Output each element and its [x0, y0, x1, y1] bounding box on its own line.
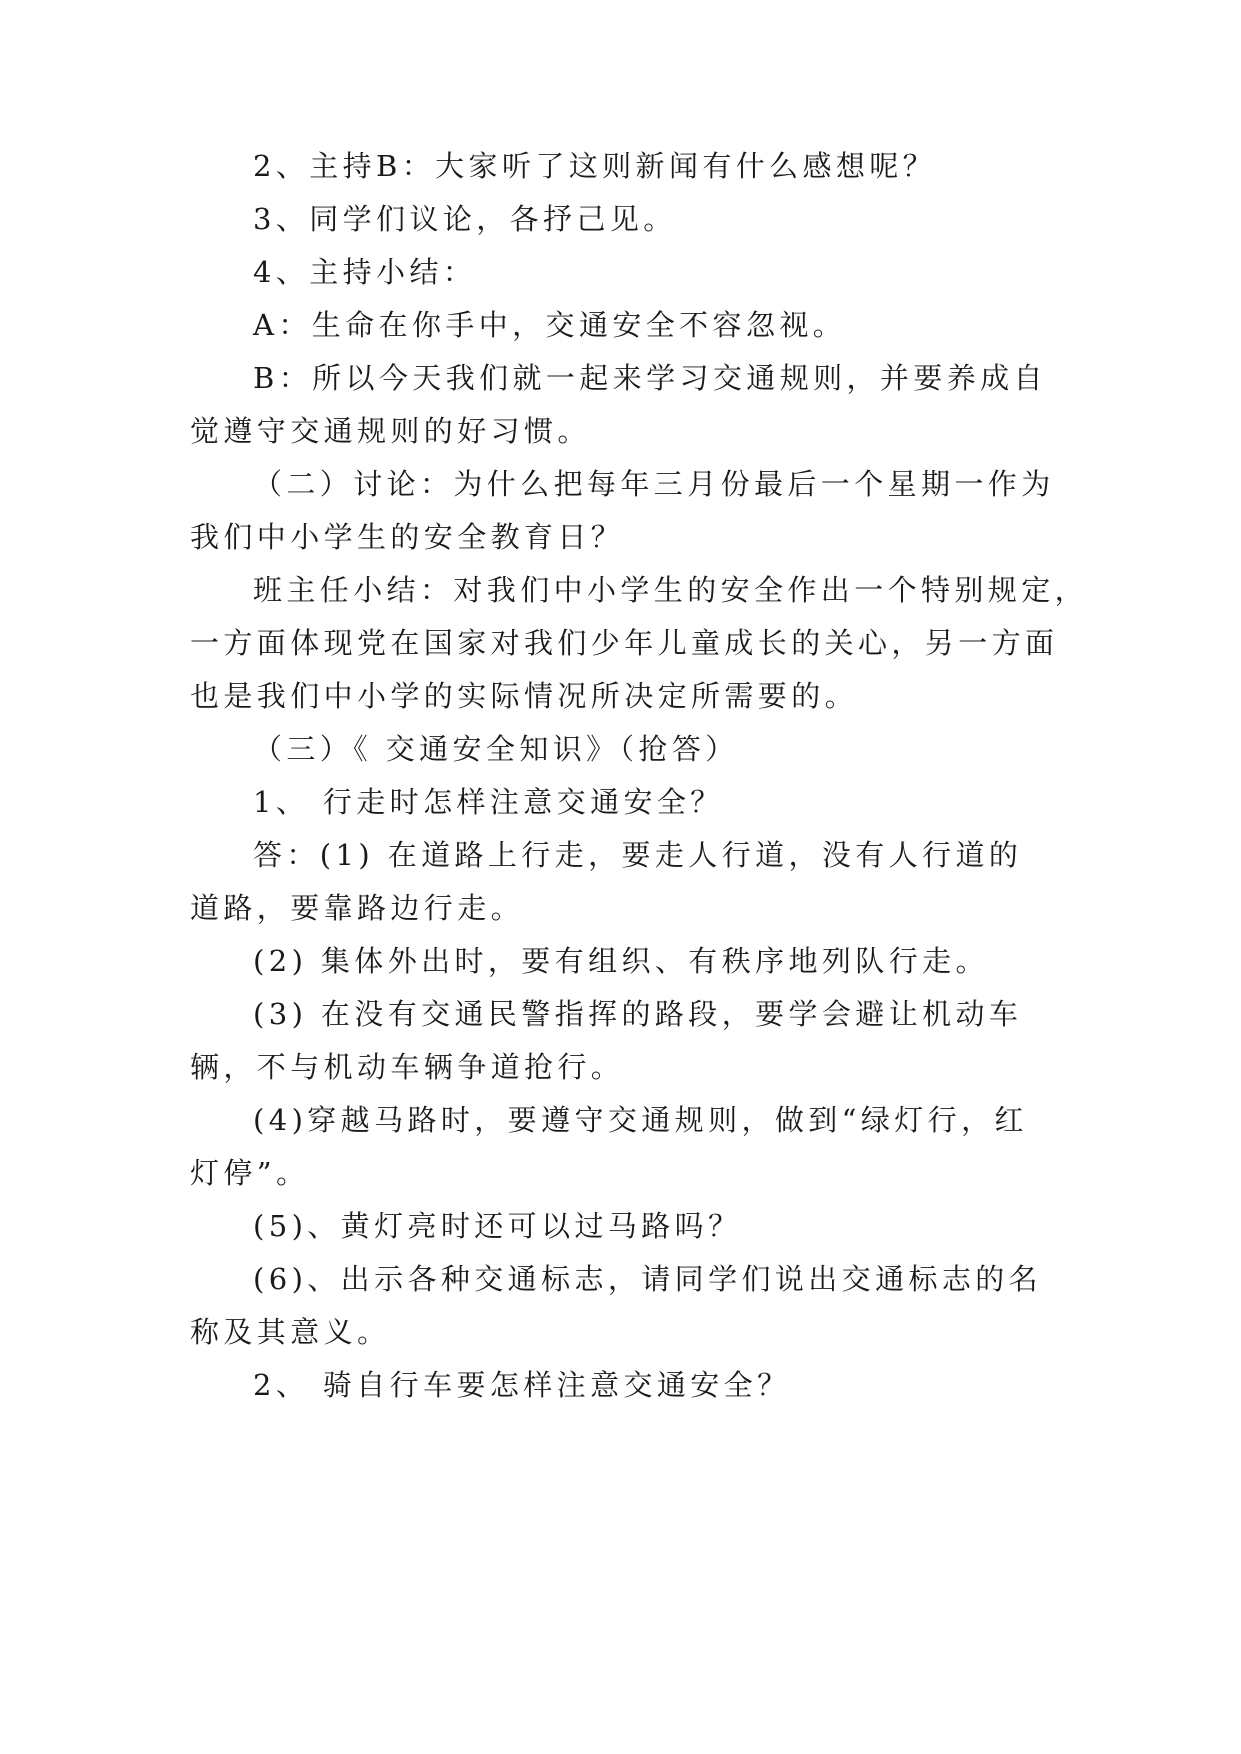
- text-line: 道路，要靠路边行走。: [190, 891, 525, 925]
- text-line: 4、主持小结：: [253, 255, 477, 289]
- text-line: (5)、黄灯亮时还可以过马路吗？: [253, 1209, 742, 1243]
- text-line: 2、 骑自行车要怎样注意交通安全？: [253, 1368, 791, 1402]
- text-line: B：所以今天我们就一起来学习交通规则，并要养成自: [253, 361, 1047, 395]
- text-line: 班主任小结：对我们中小学生的安全作出一个特别规定，: [253, 573, 1089, 607]
- text-line: (3) 在没有交通民警指挥的路段，要学会避让机动车: [253, 997, 1023, 1031]
- text-line: 辆，不与机动车辆争道抢行。: [190, 1050, 625, 1084]
- text-line: 我们中小学生的安全教育日？: [190, 520, 625, 554]
- text-line: 2、主持B：大家听了这则新闻有什么感想呢？: [253, 149, 937, 183]
- text-line: 灯停”。: [190, 1156, 310, 1190]
- text-line: 也是我们中小学的实际情况所决定所需要的。: [190, 679, 859, 713]
- text-line: 称及其意义。: [190, 1315, 391, 1349]
- text-line: (4)穿越马路时，要遵守交通规则，做到“绿灯行，红: [253, 1103, 1028, 1137]
- text-line: 3、同学们议论，各抒己见。: [253, 202, 677, 236]
- text-line: A：生命在你手中，交通安全不容忽视。: [253, 308, 847, 342]
- text-line: (6)、出示各种交通标志，请同学们说出交通标志的名: [253, 1262, 1043, 1296]
- text-line: （三）《 交通安全知识》（抢答）: [253, 732, 739, 766]
- text-line: (2) 集体外出时，要有组织、有秩序地列队行走。: [253, 944, 989, 978]
- text-line: 答：(1) 在道路上行走，要走人行道，没有人行道的: [253, 838, 1023, 872]
- text-line: （二）讨论：为什么把每年三月份最后一个星期一作为: [253, 467, 1055, 501]
- text-line: 1、 行走时怎样注意交通安全？: [253, 785, 724, 819]
- text-line: 一方面体现党在国家对我们少年儿童成长的关心，另一方面: [190, 626, 1059, 660]
- text-line: 觉遵守交通规则的好习惯。: [190, 414, 591, 448]
